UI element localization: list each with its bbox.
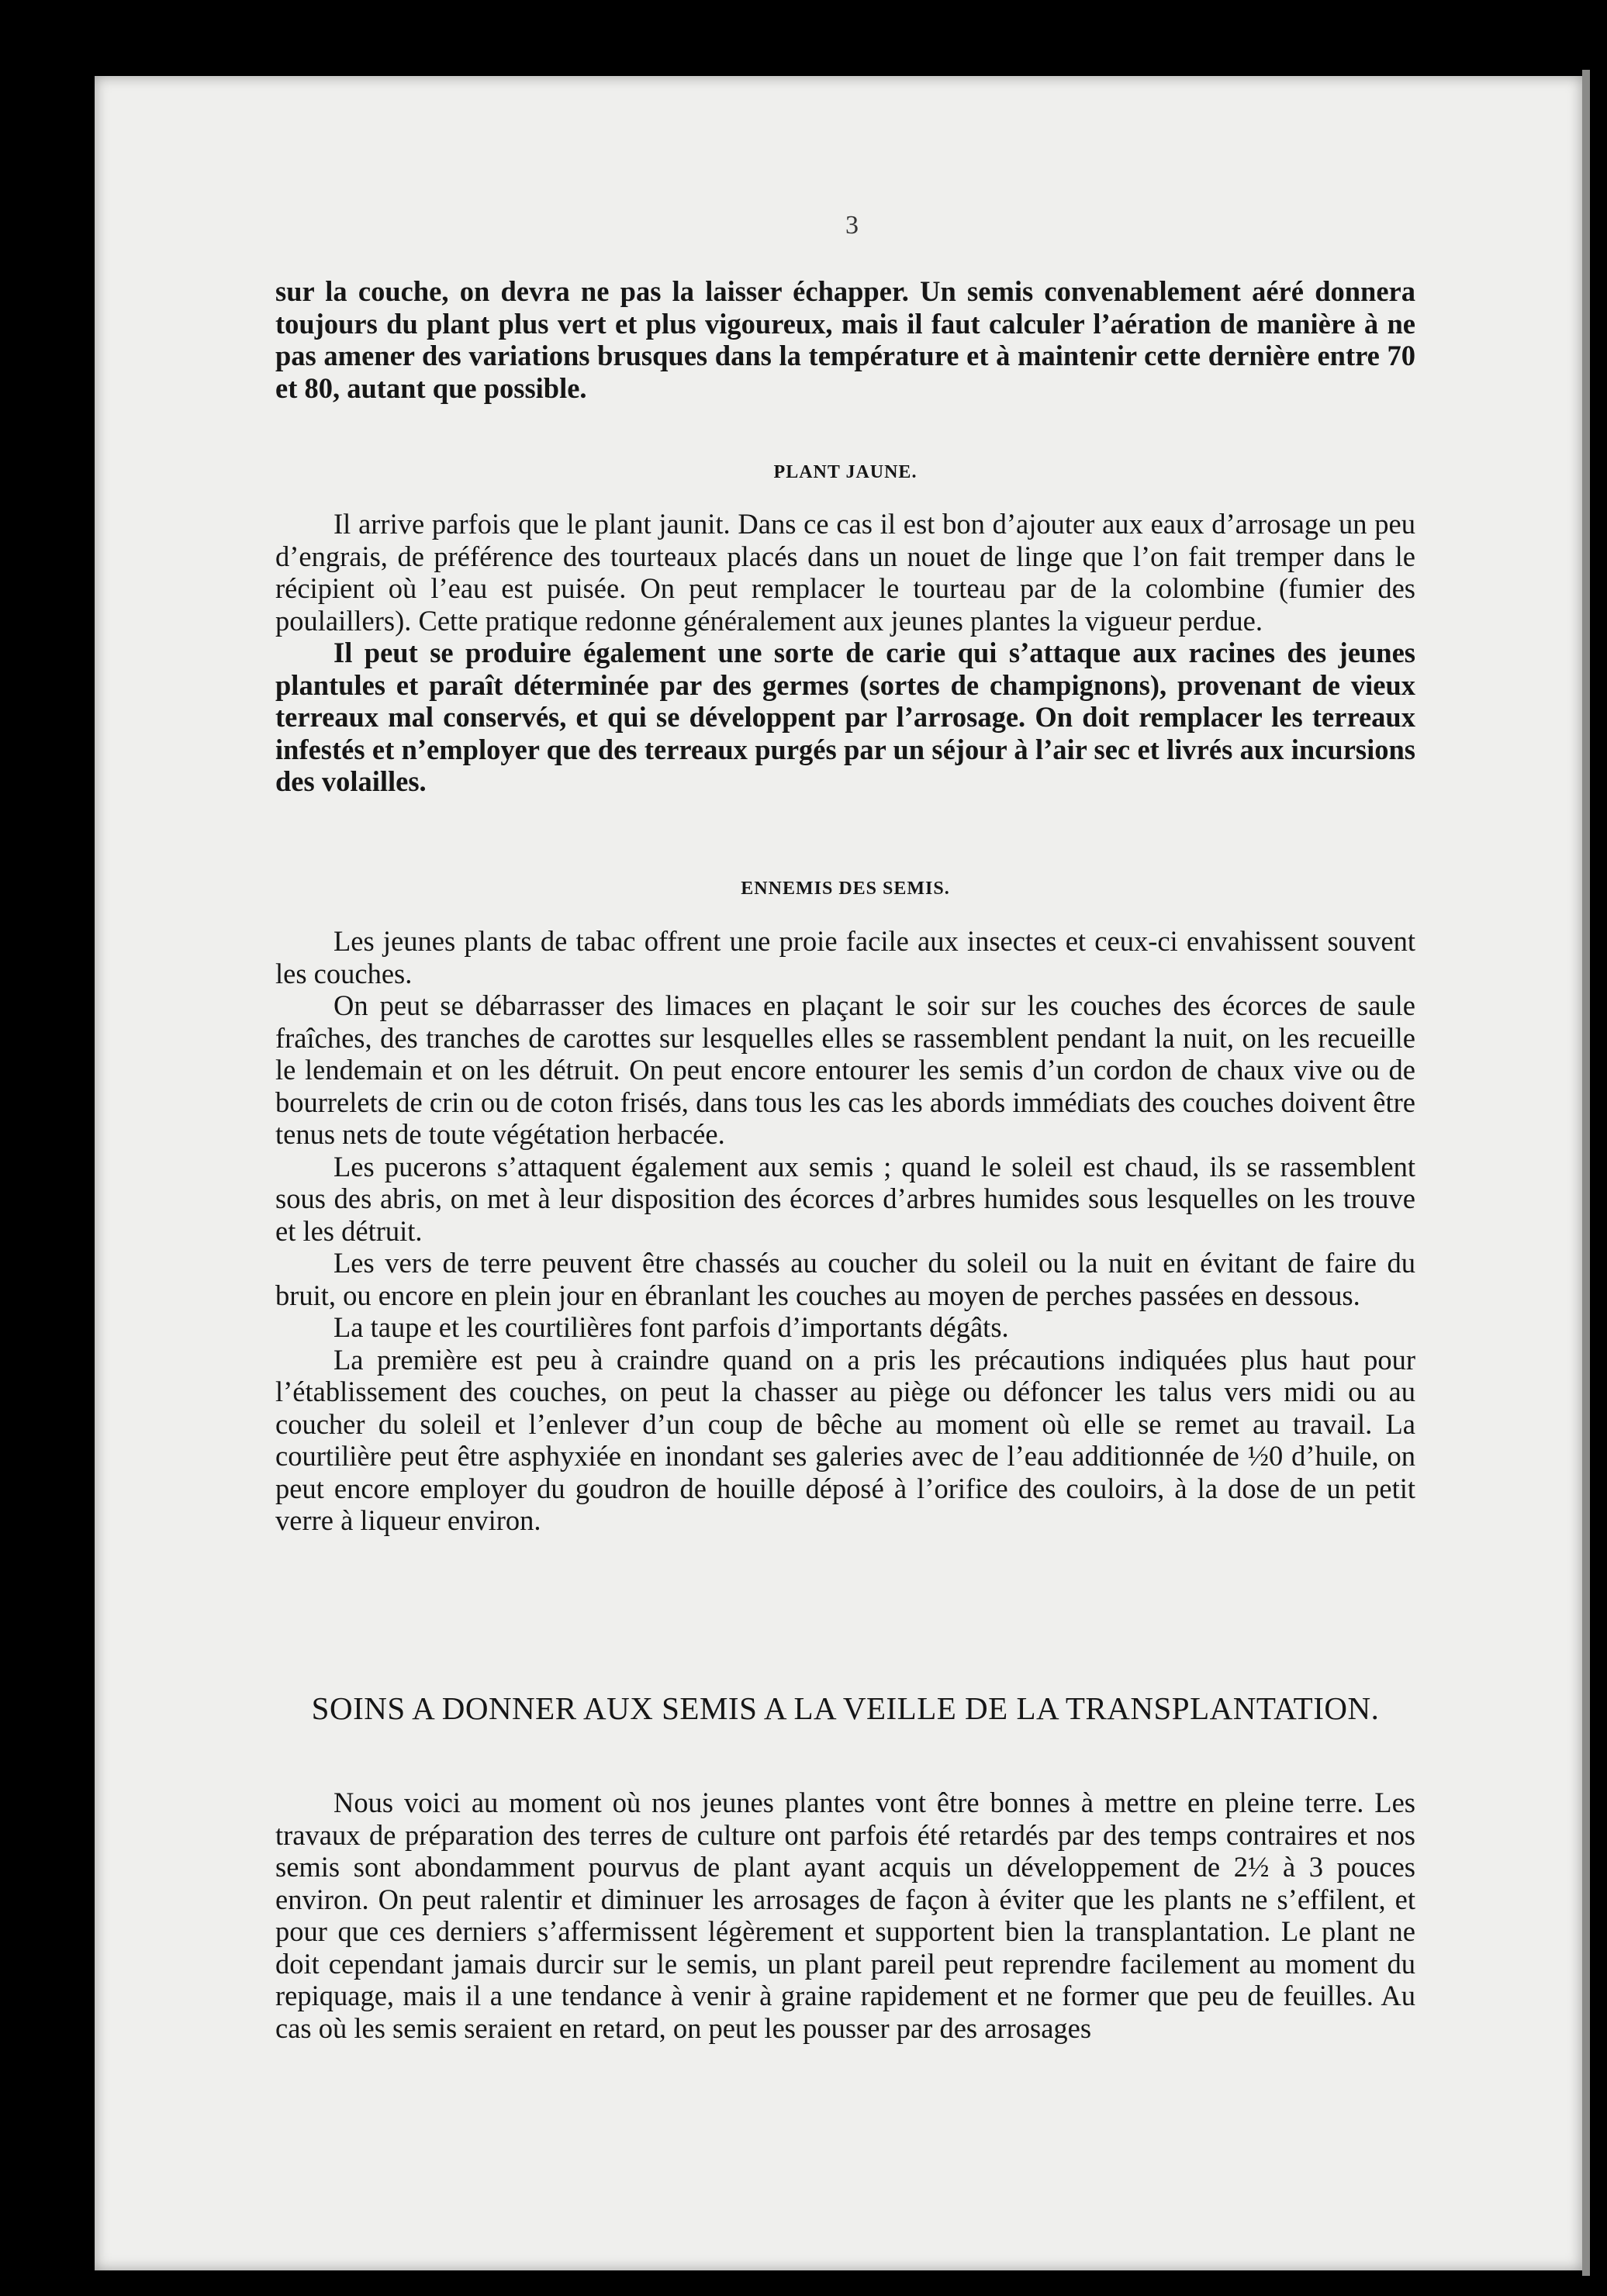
intro-section: [275, 275, 1415, 404]
soins-paragraph: Nous voici au moment où nos jeunes plantes vont être bonnes à mettre en pleine terre. Les travaux de préparation des terres de culture ont parfois été retardés par des temps contraires et nos semis sont abondamment pourvus de plant ayant acquis un développement de 2½ à 3 pouces environ. On peut ralentir et diminuer les arrosages de façon à éviter que les plants ne s’effilent, et pour que ces derniers s’affermissent légèrement et supportent bien la transplantation. Le plant ne doit cependant jamais durcir sur le semis, un plant pareil peut reprendre facilement au moment du repiquage, mais il a une tendance à venir à graine rapidement et ne former que peu de feuilles. Au cas où les semis seraient en retard, on peut les pousser par des arrosages: [275, 1787, 1415, 2044]
intro-paragraph: sur la couche, on devra ne pas la laisser échapper. Un semis convenablement aéré donnera toujours du plant plus vert et plus vigoureux, mais il faut calculer l’aération de manière à ne pas amener des variations brusques dans la température et à maintenir cette dernière entre 70 et 80, autant que possible.: [275, 275, 1415, 404]
ennemis-paragraph-1: Les jeunes plants de tabac offrent une proie facile aux insectes et ceux-ci envahissent souvent les couches.: [275, 925, 1415, 989]
plant-jaune-section: [275, 508, 1415, 798]
ennemis-paragraph-2: On peut se débarrasser des limaces en plaçant le soir sur les couches des écorces de saule fraîches, des tranches de carottes sur lesquelles elles se rassemblent pendant la nuit, on les recueille le lendemain et on les détruit. On peut encore entourer les semis d’un cordon de chaux vive ou de bourrelets de crin ou de coton frisés, dans tous les cas les abords immédiats des couches doivent être tenus nets de toute végétation herbacée.: [275, 989, 1415, 1150]
ennemis-paragraph-6: La première est peu à craindre quand on a pris les précautions indiquées plus haut pour l’établissement des couches, on peut la chasser au piège ou défoncer les talus vers midi ou au coucher du soleil et l’enlever d’un coup de bêche au moment où elle se remet au travail. La courtilière peut être asphyxiée en inondant ses galeries avec de l’eau additionnée de ½0 d’huile, on peut encore employer du goudron de houille déposé à l’orifice des couloirs, à la dose de un petit verre à liqueur environ.: [275, 1343, 1415, 1536]
heading-plant-jaune: PLANT JAUNE.: [773, 462, 918, 482]
ennemis-paragraph-3: Les pucerons s’attaquent également aux semis ; quand le soleil est chaud, ils se rassemblent sous des abris, on met à leur disposition des écorces d’arbres humides sous lesquelles on les trouve et les détruit.: [275, 1150, 1415, 1247]
plant-jaune-paragraph-2: Il peut se produire également une sorte de carie qui s’attaque aux racines des jeunes plantules et paraît déterminée par des germes (sortes de champignons), provenant de vieux terreaux mal conservés, et qui se développent par l’arrosage. On doit remplacer les terreaux infestés et n’employer que des terreaux purgés par un séjour à l’air sec et livrés aux incursions des volailles.: [275, 637, 1415, 797]
page-edge: [1582, 70, 1590, 2276]
ennemis-paragraph-5: La taupe et les courtilières font parfois d’importants dégâts.: [333, 1311, 1009, 1343]
ennemis-paragraph-4: Les vers de terre peuvent être chassés au coucher du soleil ou la nuit en évitant de faire du bruit, ou encore en plein jour en ébranlant les couches au moyen de perches passées en dessous.: [275, 1247, 1415, 1311]
page-number: 3: [845, 211, 859, 240]
plant-jaune-paragraph-1: Il arrive parfois que le plant jaunit. Dans ce cas il est bon d’ajouter aux eaux d’arrosage un peu d’engrais, de préférence des tourteaux placés dans un nouet de linge que l’on fait tremper dans le récipient où l’eau est puisée. On peut remplacer le tourteau par de la colombine (fumier des poulaillers). Cette pratique redonne généralement aux jeunes plantes la vigueur perdue.: [275, 508, 1415, 637]
heading-ennemis: ENNEMIS DES SEMIS.: [741, 879, 950, 899]
ennemis-section: [275, 925, 1415, 1537]
soins-section: [275, 1787, 1415, 2044]
heading-soins: SOINS A DONNER AUX SEMIS A LA VEILLE DE LA TRANSPLANTATION.: [311, 1690, 1380, 1726]
